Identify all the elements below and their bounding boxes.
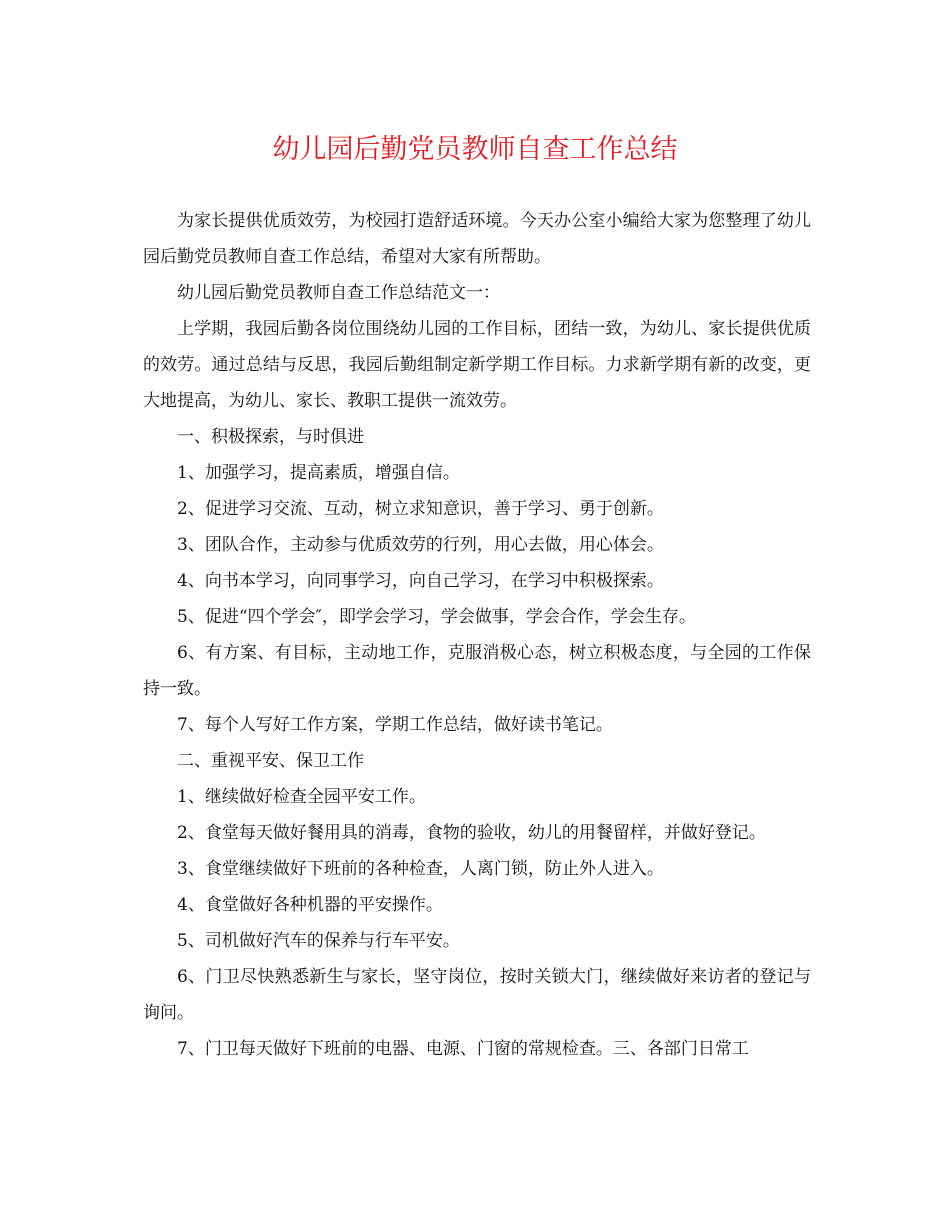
list-item: 3、团队合作，主动参与优质效劳的行列，用心去做，用心体会。	[177, 535, 664, 555]
list-item: 4、食堂做好各种机器的平安操作。	[177, 895, 443, 915]
list-item: 4、向书本学习，向同事学习，向自己学习，在学习中积极探索。	[177, 571, 664, 591]
list-item: 6、有方案、有目标，主动地工作，克服消极心态，树立积极态度，与全园的工作保持一致。	[143, 643, 811, 699]
list-item: 5、促进“四个学会″，即学会学习，学会做事，学会合作，学会生存。	[177, 607, 696, 627]
list-item: 6、门卫尽快熟悉新生与家长，坚守岗位，按时关锁大门，继续做好来访者的登记与询问。	[143, 967, 811, 1023]
list-item: 1、加强学习，提高素质，增强自信。	[177, 463, 460, 483]
document-title: 幼儿园后勤党员教师自查工作总结	[272, 134, 678, 165]
list-item: 3、食堂继续做好下班前的各种检查，人离门锁，防止外人进入。	[177, 859, 664, 879]
list-item: 5、司机做好汽车的保养与行车平安。	[177, 931, 460, 951]
list-item: 7、门卫每天做好下班前的电器、电源、门窗的常规检查。三、各部门日常工	[177, 1039, 749, 1059]
section-heading-2: 二、重视平安、保卫工作	[177, 751, 364, 771]
list-item: 7、每个人写好工作方案，学期工作总结，做好读书笔记。	[177, 715, 613, 735]
document-body	[143, 203, 811, 1067]
list-item: 1、继续做好检查全园平安工作。	[177, 787, 426, 807]
paragraph-overview: 上学期，我园后勤各岗位围绕幼儿园的工作目标，团结一致，为幼儿、家长提供优质的效劳。通过总结与反思，我园后勤组制定新学期工作目标。力求新学期有新的改变，更大地提高，为幼儿、家长、教职工提供一流效劳。	[143, 319, 811, 411]
list-item: 2、促进学习交流、互动，树立求知意识，善于学习、勇于创新。	[177, 499, 664, 519]
section-heading-1: 一、积极探索，与时俱进	[177, 427, 364, 447]
paragraph-sample-heading: 幼儿园后勤党员教师自查工作总结范文一：	[177, 283, 500, 303]
paragraph-intro: 为家长提供优质效劳，为校园打造舒适环境。今天办公室小编给大家为您整理了幼儿园后勤党员教师自查工作总结，希望对大家有所帮助。	[143, 211, 811, 267]
list-item: 2、食堂每天做好餐用具的消毒，食物的验收，幼儿的用餐留样，并做好登记。	[177, 823, 766, 843]
